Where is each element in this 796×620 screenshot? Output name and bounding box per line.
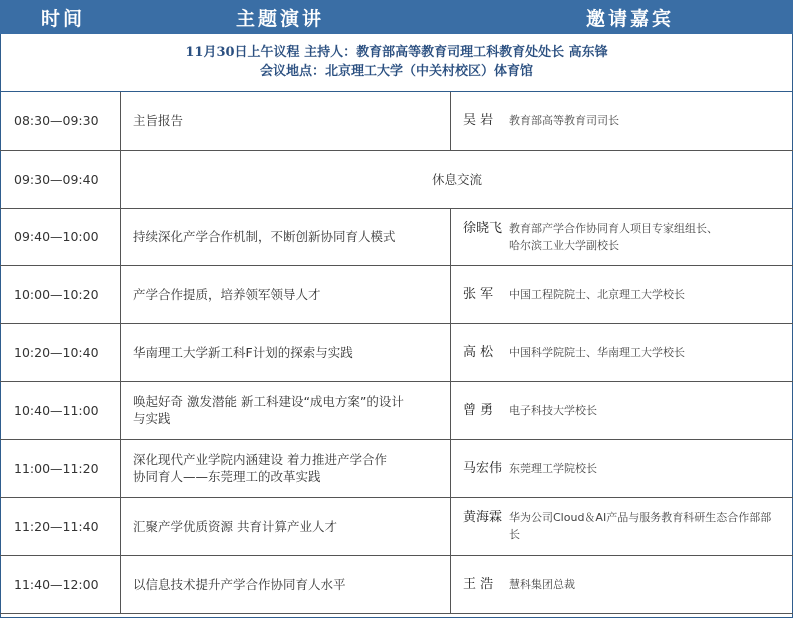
table-row [0,555,793,613]
time-cell: 10:40—11:00 [0,381,121,439]
table-row [0,150,793,208]
topic-line: 与实践 [133,411,171,426]
guest-title: 中国科学院院士、华南理工大学校长 [509,345,685,359]
guest-cell [451,323,794,381]
guest-title: 中国工程院院士、北京理工大学校长 [509,287,685,301]
guest-name: 黄海霖 [463,510,503,525]
guest-name: 马宏伟 [463,460,503,476]
guest-cell [451,208,794,265]
topic-cell: 汇聚产学优质资源 共育计算产业人才 [121,497,451,555]
topic-cell: 持续深化产学合作机制，不断创新协同育人模式 [121,208,451,265]
time-cell: 08:30—09:30 [0,92,121,150]
table-row [0,381,793,439]
topic-cell: 产学合作提质，培养领军领导人才 [121,265,451,323]
agenda-line-venue: 会议地点：北京理工大学（中关村校区）体育馆 [259,64,533,79]
agenda-line-host: 11月30日上午议程 主持人：教育部高等教育司理工科教育处处长 高东锋 [185,45,608,60]
schedule-table [0,92,793,614]
topic-line: 唤起好奇 激发潜能 新工科建设“成电方案”的设计 [133,394,404,409]
header-topic: 主题演讲 [235,7,324,30]
guest-cell [451,439,794,497]
guest-cell [451,265,794,323]
guest-title: 东莞理工学院校长 [509,461,597,475]
header-time: 时间 [40,7,85,30]
guest-name: 曾 勇 [463,402,494,418]
topic-cell: 以信息技术提升产学合作协同育人水平 [121,555,451,613]
guest-name: 吴 岩 [463,113,494,129]
time-cell: 11:00—11:20 [0,439,121,497]
guest-cell [451,92,794,150]
topic-cell: 主旨报告 [121,92,451,150]
header-guest: 邀请嘉宾 [585,7,674,30]
guest-title [509,220,718,254]
guest-title: 慧科集团总裁 [509,577,575,591]
table-row [0,92,793,150]
guest-cell [451,497,794,555]
topic-cell [121,439,451,497]
break-cell: 休息交流 [121,150,794,208]
agenda-info [0,34,793,92]
topic-line: 协同育人——东莞理工的改革实践 [133,469,321,484]
table-row [0,208,793,265]
guest-name: 王 浩 [463,576,494,592]
time-cell: 11:40—12:00 [0,555,121,613]
time-cell: 11:20—11:40 [0,497,121,555]
guest-name: 徐晓飞 [463,220,503,236]
guest-name: 高 松 [463,344,494,360]
time-cell: 10:00—10:20 [0,265,121,323]
guest-cell [451,555,794,613]
table-row [0,439,793,497]
time-cell: 09:30—09:40 [0,150,121,208]
topic-cell: 华南理工大学新工科F计划的探索与实践 [121,323,451,381]
table-row [0,497,793,555]
guest-title: 华为公司Cloud＆AI产品与服务教育科研生态合作部部长 [509,511,772,541]
guest-cell [451,381,794,439]
time-cell: 10:20—10:40 [0,323,121,381]
guest-title: 教育部高等教育司司长 [509,114,619,128]
guest-title: 电子科技大学校长 [509,403,597,417]
guest-name: 张 军 [463,286,494,302]
topic-line: 深化现代产业学院内涵建设 着力推进产学合作 [133,452,387,467]
table-header [0,0,793,34]
table-row [0,265,793,323]
table-row [0,323,793,381]
guest-title-line: 哈尔滨工业大学副校长 [509,238,619,252]
topic-cell [121,381,451,439]
time-cell: 09:40—10:00 [0,208,121,265]
guest-title-line: 教育部产学合作协同育人项目专家组组长、 [509,221,718,235]
